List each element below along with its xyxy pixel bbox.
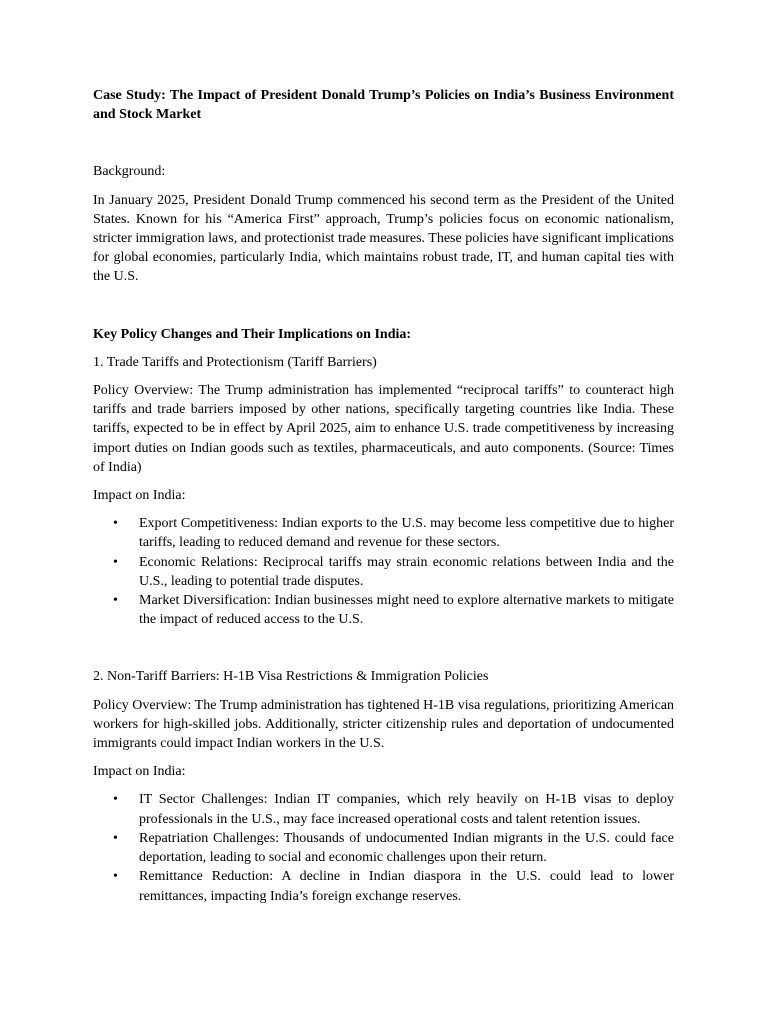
section2-impact-label: Impact on India: — [93, 764, 186, 780]
section2-bullet-list — [93, 790, 674, 905]
list-item-text: Market Diversification: Indian businesses might need to explore alternative markets to mitigate the impact of reduced access to the U.S. — [139, 593, 674, 628]
list-item — [93, 591, 674, 629]
bullet-icon: • — [113, 516, 118, 532]
background-heading: Background: — [93, 164, 166, 180]
list-item — [93, 829, 674, 867]
bullet-icon: • — [113, 830, 118, 846]
list-item-text: Repatriation Challenges: Thousands of undocumented Indian migrants in the U.S. could face deportation, leading to social and economic challenges upon their return. — [139, 830, 674, 866]
section1-bullet-list — [93, 514, 674, 629]
section2-overview: Policy Overview: The Trump administration has tightened H-1B visa regulations, prioritizing American workers for high-skilled jobs. Additionally, stricter citizenship rules and deportation of undocumented immigrants could impact Indian workers in the U.S. — [93, 697, 674, 752]
list-item-text: Export Competitiveness: Indian exports to the U.S. may become less competitive due to higher tariffs, leading to reduced demand and revenue for these sectors. — [139, 516, 674, 551]
section1-overview: Policy Overview: The Trump administration has implemented “reciprocal tariffs” to counteract high tariffs and trade barriers imposed by other nations, specifically targeting countries like India. These tariffs, expected to be in effect by April 2025, aim to enhance U.S. trade competitiveness by increasing import duties on Indian goods such as textiles, pharmaceuticals, and auto components. (Source: Times of India) — [93, 383, 674, 475]
list-item-text: Remittance Reduction: A decline in Indian diaspora in the U.S. could lead to lower remittances, impacting India’s foreign exchange reserves. — [139, 869, 674, 904]
section1-heading: 1. Trade Tariffs and Protectionism (Tariff Barriers) — [93, 354, 377, 370]
bullet-icon: • — [113, 554, 118, 570]
section2-heading: 2. Non-Tariff Barriers: H-1B Visa Restrictions & Immigration Policies — [93, 669, 489, 685]
document-title: Case Study: The Impact of President Donald Trump’s Policies on India’s Business Environment and Stock Market — [93, 88, 674, 123]
bullet-icon: • — [113, 593, 118, 609]
list-item — [93, 514, 674, 552]
bullet-icon: • — [113, 792, 118, 808]
key-policy-heading: Key Policy Changes and Their Implications on India: — [93, 326, 412, 342]
list-item — [93, 867, 674, 905]
list-item-text: Economic Relations: Reciprocal tariffs may strain economic relations between India and the U.S., leading to potential trade disputes. — [139, 554, 674, 589]
bullet-icon: • — [113, 869, 118, 885]
list-item-text: IT Sector Challenges: Indian IT companies, which rely heavily on H-1B visas to deploy professionals in the U.S., may face increased operational costs and talent retention issues. — [139, 792, 674, 827]
background-paragraph: In January 2025, President Donald Trump commenced his second term as the President of the United States. Known for his “America First” approach, Trump’s policies focus on economic nationalism, stricter immigration laws, and protectionist trade measures. These policies have significant implications for global economies, particularly India, which maintains robust trade, IT, and human capital ties with the U.S. — [93, 192, 674, 285]
section1-impact-label: Impact on India: — [93, 488, 186, 504]
list-item — [93, 790, 674, 828]
document-page — [93, 86, 674, 906]
list-item — [93, 553, 674, 591]
